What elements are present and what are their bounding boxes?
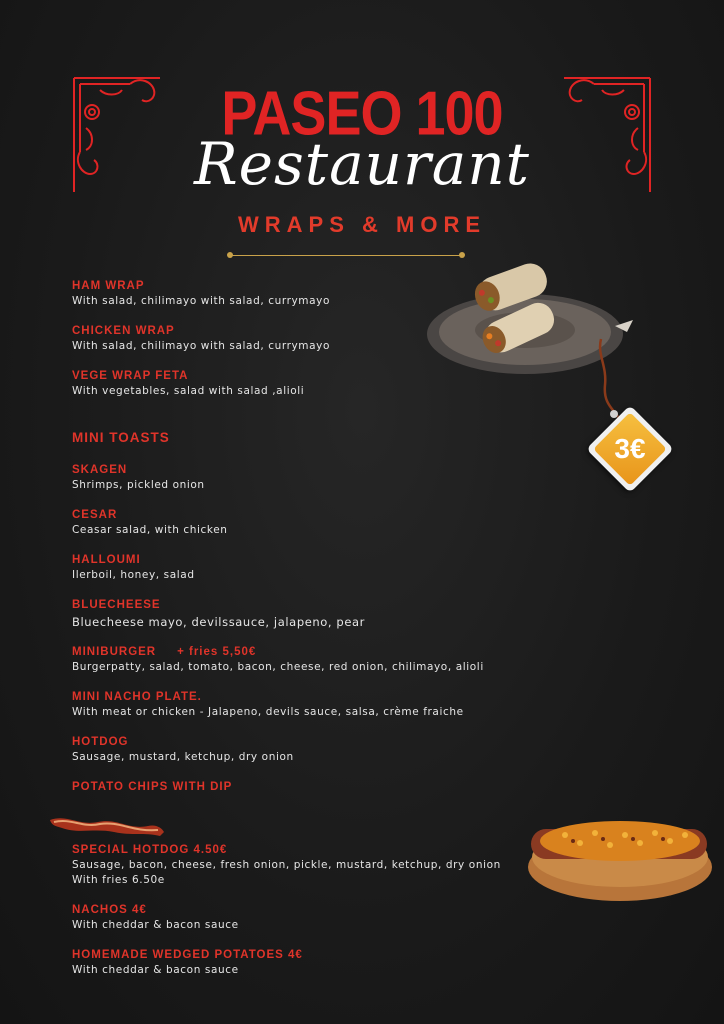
menu-item-desc: With fries 6.50e: [72, 874, 165, 886]
menu-item-desc: With vegetables, salad with salad ,alioli: [72, 385, 305, 397]
menu-item-desc: Ceasar salad, with chicken: [72, 524, 228, 536]
menu-item-name: HALLOUMI: [72, 554, 141, 566]
menu-item-desc: Shrimps, pickled onion: [72, 479, 205, 491]
bacon-image: [48, 812, 166, 838]
menu-item-name: NACHOS 4€: [72, 904, 147, 916]
menu-item-name: HOTDOG: [72, 736, 129, 748]
menu-item-desc: With meat or chicken - Jalapeno, devils sauce, salsa, crème fraiche: [72, 706, 464, 718]
menu-item-desc: Burgerpatty, salad, tomato, bacon, cheese, red onion, chilimayo, alioli: [72, 661, 484, 673]
menu-item-desc: Sausage, bacon, cheese, fresh onion, pickle, mustard, ketchup, dry onion: [72, 859, 501, 871]
menu-item-name: VEGE WRAP FETA: [72, 370, 189, 382]
menu-item-name: MINI NACHO PLATE.: [72, 691, 202, 703]
menu-item-name: MINIBURGER + fries 5,50€: [72, 646, 257, 658]
menu-item-desc: With salad, chilimayo with salad, currymayo: [72, 340, 330, 352]
menu-item-name: HOMEMADE WEDGED POTATOES 4€: [72, 949, 303, 961]
menu-item-desc: With salad, chilimayo with salad, currymayo: [72, 295, 330, 307]
menu-item-name: HAM WRAP: [72, 280, 145, 292]
menu-item-desc: Bluecheese mayo, devilssauce, jalapeno, pear: [72, 615, 365, 629]
menu-item-name: SKAGEN: [72, 464, 128, 476]
menu-item-desc: With cheddar & bacon sauce: [72, 919, 239, 931]
hotdog-image: [525, 805, 715, 905]
menu-item-name: BLUECHEESE: [72, 599, 161, 611]
menu-item-name: SPECIAL HOTDOG 4.50€: [72, 844, 228, 856]
menu-item-name: CESAR: [72, 509, 118, 521]
menu-item-name: POTATO CHIPS WITH DIP: [72, 781, 233, 793]
menu-item-desc: Ilerboil, honey, salad: [72, 569, 195, 581]
price-tag: [585, 404, 675, 494]
section-divider: [230, 255, 462, 256]
restaurant-script-title: Restaurant: [194, 130, 530, 198]
mini-toasts-heading: MINI TOASTS: [72, 430, 170, 445]
price-tag-label: 3€: [614, 433, 646, 464]
restaurant-name: PASEO 100: [221, 79, 503, 149]
menu-item-name: CHICKEN WRAP: [72, 325, 175, 337]
section-title: WRAPS & MORE: [238, 212, 486, 237]
menu-item-desc: With cheddar & bacon sauce: [72, 964, 239, 976]
menu-item-desc: Sausage, mustard, ketchup, dry onion: [72, 751, 294, 763]
